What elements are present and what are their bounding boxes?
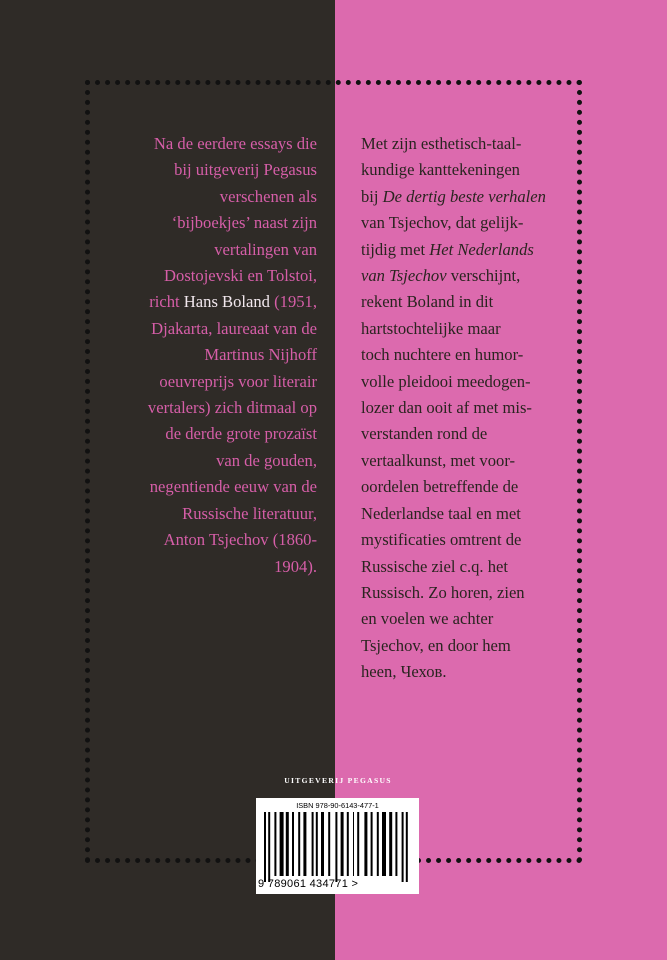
barcode-bar — [292, 812, 294, 876]
blurb-line — [361, 184, 561, 210]
barcode-bar — [395, 812, 397, 876]
blurb-line: vertalers) zich ditmaal op — [147, 398, 317, 418]
barcode-bars — [264, 812, 411, 882]
blurb-line: oeuvreprijs voor literair — [159, 371, 317, 391]
barcode-bar — [389, 812, 392, 876]
blurb-line: Na de eerdere essays die — [153, 134, 317, 153]
barcode-bar — [364, 812, 367, 876]
book-title: De dertig beste verhalen — [382, 186, 546, 206]
barcode-bar — [328, 812, 330, 876]
barcode-bar — [353, 812, 354, 876]
blurb-line: ‘bijboekjes’ naast zijn — [171, 213, 317, 233]
blurb-line: oordelen betreffende de — [361, 477, 519, 497]
barcode-bar — [280, 812, 284, 876]
barcode-bar — [402, 812, 404, 882]
blurb-line: Dostojevski en Tolstoi, — [164, 266, 317, 286]
blurb-line: lozer dan ooit af met mis- — [361, 398, 532, 418]
blurb-line: Russische ziel c.q. het — [361, 556, 509, 576]
blurb-line: verstanden rond de — [361, 424, 488, 444]
barcode-bar — [303, 812, 306, 876]
blurb-text: (1951, — [269, 292, 317, 312]
barcode-bar — [357, 812, 359, 876]
blurb-line: volle pleidooi meedogen- — [361, 371, 531, 391]
barcode-bar — [371, 812, 373, 876]
blurb-line: vertaalkunst, met voor- — [361, 450, 516, 470]
blurb-line: de derde grote prozaïst — [165, 424, 317, 444]
blurb-text: bij — [361, 186, 383, 206]
barcode-bar — [382, 812, 386, 876]
barcode-bar — [341, 812, 344, 876]
barcode-bar — [298, 812, 300, 876]
barcode-bar — [264, 812, 266, 882]
blurb-line — [361, 237, 561, 263]
blurb-line: Tsjechov, en door hem — [361, 635, 511, 655]
isbn-barcode — [256, 798, 419, 894]
blurb-line — [117, 289, 317, 315]
blurb-text: verschijnt, — [446, 266, 521, 286]
barcode-bar — [335, 812, 337, 882]
barcode-bar — [274, 812, 276, 876]
blurb-line: Martinus Nijhoff — [204, 345, 317, 365]
blurb-line: Djakarta, laureaat van de — [151, 318, 317, 338]
blurb-line — [361, 263, 561, 289]
ean-digits: 9 789061 434771 > — [258, 878, 359, 890]
blurb-line: en voelen we achter — [361, 609, 494, 629]
blurb-line: verschenen als — [219, 186, 317, 206]
barcode-bar — [406, 812, 408, 882]
barcode-bar — [268, 812, 270, 882]
barcode-bar — [312, 812, 314, 876]
blurb-line: mystificaties omtrent de — [361, 530, 522, 550]
publisher-logo: UITGEVERIJ PEGASUS — [284, 776, 392, 785]
right-blurb — [361, 131, 561, 686]
isbn-label: ISBN 978-90-6143-477-1 — [296, 801, 379, 810]
blurb-text: tijdig met — [361, 239, 430, 259]
blurb-line: bij uitgeverij Pegasus — [174, 160, 317, 180]
blurb-line: Anton Tsjechov (1860- — [163, 530, 317, 550]
blurb-line: van de gouden, — [216, 450, 317, 470]
blurb-line: negentiende eeuw van de — [149, 477, 317, 497]
blurb-line: rekent Boland in dit — [361, 292, 494, 312]
blurb-line: Russische literatuur, — [182, 503, 317, 523]
blurb-line: heen, Чехов. — [361, 662, 447, 682]
book-title: van Tsjechov — [361, 266, 447, 286]
left-blurb — [117, 131, 317, 580]
blurb-line: kundige kanttekeningen — [361, 160, 520, 180]
barcode-bar — [377, 812, 379, 876]
blurb-line: toch nuchtere en humor- — [361, 345, 524, 365]
book-title: Het Nederlands — [429, 239, 534, 259]
author-name: Hans Boland — [183, 292, 270, 312]
blurb-line: Nederlandse taal en met — [361, 503, 521, 523]
blurb-line: Russisch. Zo horen, zien — [361, 582, 525, 602]
barcode-bar — [286, 812, 289, 876]
blurb-line: van Tsjechov, dat gelijk- — [361, 213, 524, 233]
blurb-line: 1904). — [274, 556, 317, 576]
blurb-text: richt — [149, 292, 184, 312]
barcode-bar — [321, 812, 324, 876]
blurb-line: Met zijn esthetisch-taal- — [361, 134, 522, 153]
blurb-line: hartstochtelijke maar — [361, 318, 501, 338]
barcode-bar — [316, 812, 318, 876]
blurb-line: vertalingen van — [214, 239, 317, 259]
barcode-bar — [347, 812, 349, 876]
